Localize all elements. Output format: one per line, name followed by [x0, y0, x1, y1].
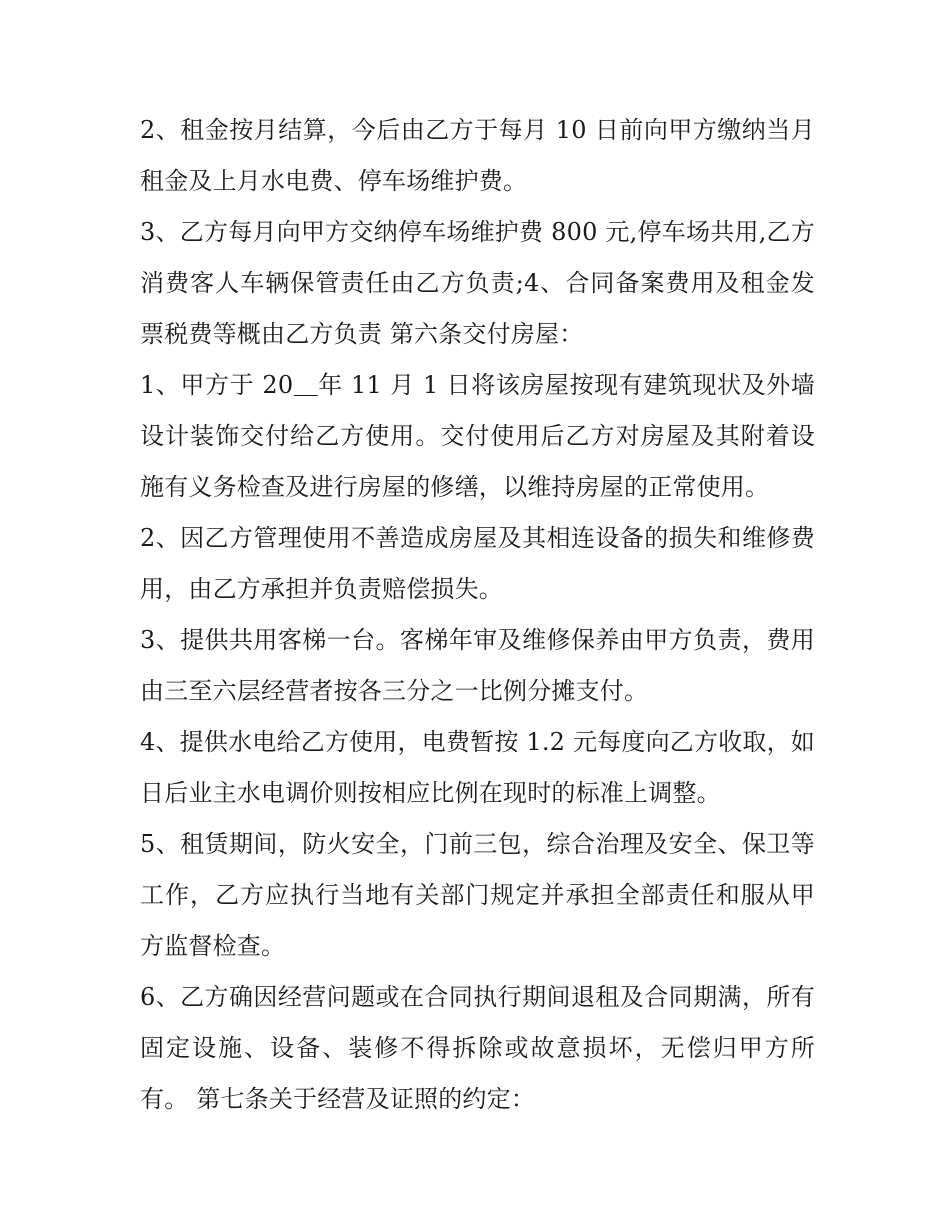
- paragraph-parking-fee: 3、乙方每月向甲方交纳停车场维护费 800 元,停车场共用,乙方消费客人车辆保管责任由乙方负责;4、合同备案费用及租金发票税费等概由乙方负责 第六条交付房屋：: [140, 218, 815, 348]
- paragraph-elevator: 3、提供共用客梯一台。客梯年审及维修保养由甲方负责，费用由三至六层经营者按各三分之一比例分摊支付。: [140, 626, 815, 705]
- document-body: [140, 105, 815, 1125]
- paragraph-rent-settlement: 2、租金按月结算，今后由乙方于每月 10 日前向甲方缴纳当月租金及上月水电费、停车场维护费。: [140, 116, 815, 195]
- paragraph-handover-date: 1、甲方于 20＿年 11 月 1 日将该房屋按现有建筑现状及外墙设计装饰交付给乙方使用。交付使用后乙方对房屋及其附着设施有义务检查及进行房屋的修缮，以维持房屋的正常使用。: [140, 371, 815, 501]
- paragraph-fixtures-ownership: 6、乙方确因经营问题或在合同执行期间退租及合同期满，所有固定设施、设备、装修不得拆除或故意损坏，无偿归甲方所有。 第七条关于经营及证照的约定：: [140, 983, 815, 1113]
- paragraph-damage-liability: 2、因乙方管理使用不善造成房屋及其相连设备的损失和维修费用，由乙方承担并负责赔偿损失。: [140, 524, 815, 603]
- paragraph-safety-duties: 5、租赁期间，防火安全，门前三包，综合治理及安全、保卫等工作，乙方应执行当地有关部门规定并承担全部责任和服从甲方监督检查。: [140, 830, 815, 960]
- paragraph-utilities: 4、提供水电给乙方使用，电费暂按 1.2 元每度向乙方收取，如日后业主水电调价则按相应比例在现时的标准上调整。: [140, 728, 815, 807]
